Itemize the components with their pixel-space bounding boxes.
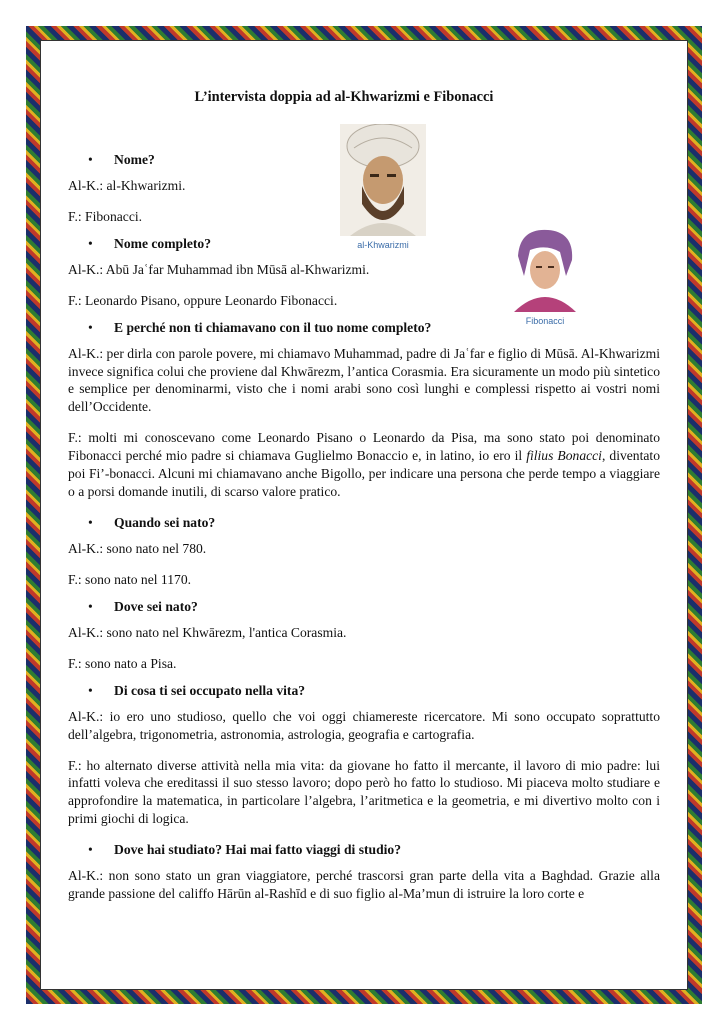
question	[68, 151, 660, 169]
answer-al-khwarizmi: Al-K.: sono nato nel Khwārezm, l'antica Corasmia.	[68, 624, 347, 640]
question	[68, 235, 660, 253]
answer-al-khwarizmi: Al-K.: non sono stato un gran viaggiatore, perché trascorsi gran parte della vita a Baghdad. Grazie alla grande passione del califfo Hārūn al-Rashīd e di suo figlio al-Ma’mun di istruire la loro corte e	[68, 868, 660, 902]
question-text: Nome completo?	[114, 235, 212, 251]
question-text: Dove hai studiato? Hai mai fatto viaggi di studio?	[114, 842, 402, 858]
answer-text: F.: molti mi conoscevano come Leonardo Pisano o Leonardo da Pisa, ma sono stato poi denominato Fibonacci perché mio padre si chiamava Guglielmo Bonaccio e, in latino, io ero il	[68, 430, 660, 464]
question-text: Nome?	[114, 152, 155, 168]
answer-fibonacci: F.: sono nato nel 1170.	[68, 571, 192, 587]
answer-al-khwarizmi: Al-K.: per dirla con parole povere, mi chiamavo Muhammad, padre di Jaʿfar e figlio di Mūsā. Al-Khwarizmi invece significa colui che proviene dal Khwārezm, l’antica Corasmia. Era sicuramente un modo più sintetico e semplice per denominarmi, visto che i nomi arabi sono così lunghi e complessi rispetto ai vostri nomi dell’Occidente.	[68, 345, 660, 415]
caption-fibonacci: Fibonacci	[525, 316, 565, 326]
answer-text: , diventato poi Fi’-bonacci. Alcuni mi chiamavano anche Bigollo, per indicare una persona che perde tempo a viaggiare o a porsi domande inutili, di scarso valore pratico.	[68, 448, 660, 500]
answer-fibonacci: F.: ho alternato diverse attività nella mia vita: da giovane ho fatto il mercante, il lavoro di mio padre: lui infatti voleva che ereditassi il suo stesso lavoro; dopo però ho fatto lo studioso. Mi piaceva molto studiare e approfondire la matematica, in particolare l’algebra, l’aritmetica e la geometria, e mi divertivo molto con i primi giochi di logica.	[68, 757, 660, 827]
bullet-icon: •	[88, 152, 93, 168]
answer-al-khwarizmi: Al-K.: al-Khwarizmi.	[68, 177, 186, 193]
answer-al-khwarizmi: Al-K.: sono nato nel 780.	[68, 541, 207, 557]
question	[68, 841, 660, 859]
answer-emphasis: filius Bonacci	[526, 448, 602, 464]
page-title: L’intervista doppia ad al-Khwarizmi e Fibonacci	[194, 89, 494, 105]
question-text: E perché non ti chiamavano con il tuo nome completo?	[114, 319, 432, 335]
bullet-icon: •	[88, 682, 93, 698]
question	[68, 319, 660, 337]
answer-fibonacci: F.: Leonardo Pisano, oppure Leonardo Fibonacci.	[68, 292, 338, 308]
question-text: Quando sei nato?	[114, 515, 216, 531]
question	[68, 598, 660, 616]
question-text: Dove sei nato?	[114, 598, 198, 614]
answer-al-khwarizmi: Al-K.: Abū Jaʿfar Muhammad ibn Mūsā al-Khwarizmi.	[68, 261, 370, 277]
answer-fibonacci	[68, 429, 660, 501]
answer-al-khwarizmi: Al-K.: io ero uno studioso, quello che voi oggi chiamereste ricercatore. Mi sono occupato soprattutto dell’algebra, trigonometria, astronomia, astrologia, geografia e cartografia.	[68, 708, 660, 742]
bullet-icon: •	[88, 319, 93, 335]
bullet-icon: •	[88, 515, 93, 531]
question-text: Di cosa ti sei occupato nella vita?	[114, 682, 306, 698]
bullet-icon: •	[88, 842, 93, 858]
interview-document	[68, 88, 660, 916]
answer-fibonacci: F.: Fibonacci.	[68, 208, 143, 224]
question	[68, 682, 660, 700]
question	[68, 514, 660, 532]
bullet-icon: •	[88, 235, 93, 251]
bullet-icon: •	[88, 598, 93, 614]
caption-al-khwarizmi: al-Khwarizmi	[357, 240, 409, 250]
answer-fibonacci: F.: sono nato a Pisa.	[68, 655, 177, 671]
